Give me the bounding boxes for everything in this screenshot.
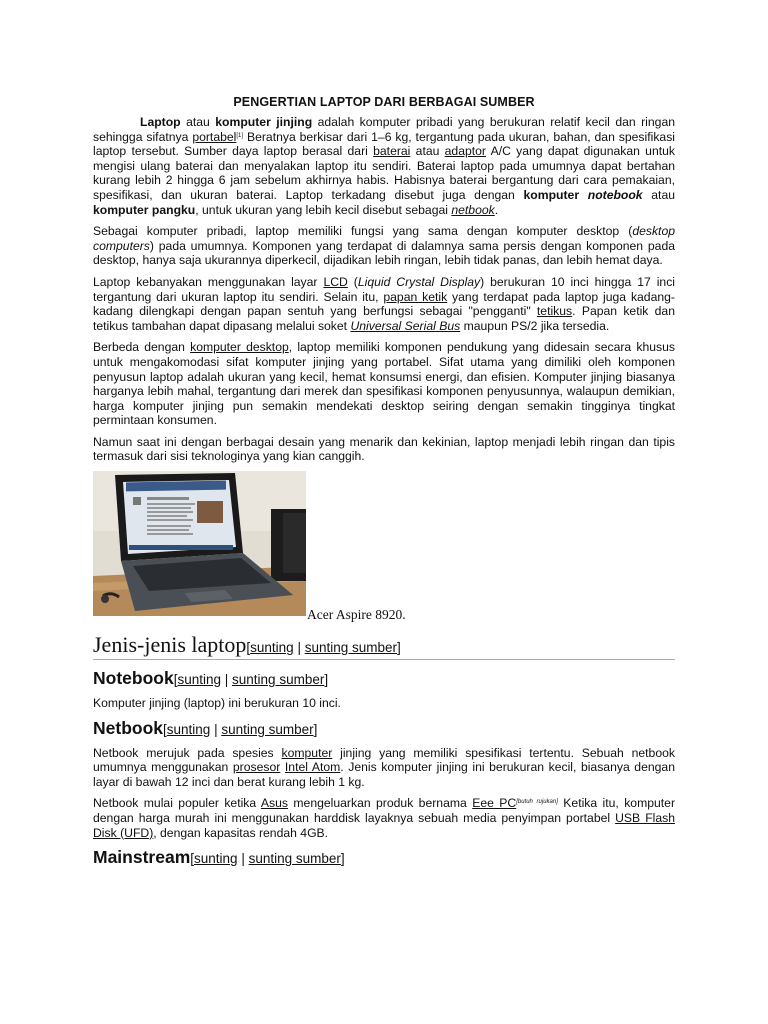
edit-link-jenis[interactable]: sunting (250, 640, 294, 656)
document-page (93, 92, 675, 875)
link-usb-flash-disk[interactable]: USB Flash Disk (UFD) (93, 811, 675, 840)
edit-link-netbook[interactable]: sunting (166, 721, 211, 737)
link-usb[interactable]: Universal Serial Bus (350, 318, 461, 333)
paragraph-notebook: Komputer jinjing (laptop) ini berukuran 10 inci. (93, 696, 341, 711)
edit-source-link-notebook[interactable]: sunting sumber (232, 672, 325, 688)
term-notebook: notebook (587, 187, 643, 202)
document-title: PENGERTIAN LAPTOP DARI BERBAGAI SUMBER (233, 95, 535, 109)
laptop-photo[interactable] (93, 471, 306, 616)
paragraph-netbook-2: Netbook mulai populer ketika Asus mengeluarkan produk bernama Eee PC[butuh rujukan] Ketika itu, komputer dengan harga murah ini menggunakan harddisk layaknya sebuah media penyimpan portabel USB Flash Disk (UFD), dengan kapasitas rendah 4GB. (93, 796, 676, 840)
link-lcd[interactable]: LCD (323, 274, 348, 289)
link-baterai[interactable]: baterai (373, 144, 411, 159)
term-komputer-jinjing: komputer jinjing (215, 115, 313, 129)
link-papan-ketik[interactable]: papan ketik (383, 289, 448, 304)
paragraph-layar: Laptop kebanyakan menggunakan layar LCD (Liquid Crystal Display) berukuran 10 inci hingga 17 inci tergantung dari ukuran laptop itu sendiri. Selain itu, papan ketik yang terdapat pada laptop juga kadang-kadang dilengkapi dengan papan sentuh yang berfungsi sebagai "pengganti" tetikus. Papan ketik dan tetikus tambahan dapat dipasang melalui soket Universal Serial Bus maupun PS/2 jika tersedia. (93, 274, 675, 333)
citation-needed[interactable]: [butuh rujukan] (516, 799, 558, 806)
citation-1[interactable]: [1] (236, 132, 244, 139)
link-asus[interactable]: Asus (260, 796, 289, 811)
link-netbook[interactable]: netbook (451, 202, 495, 217)
link-prosesor[interactable]: prosesor (232, 760, 281, 775)
link-intel-atom[interactable]: Intel Atom (284, 760, 341, 775)
paragraph-desain: Namun saat ini dengan berbagai desain yang menarik dan kekinian, laptop menjadi lebih ringan dan tipis termasuk dari sisi teknologinya yang kian canggih. (93, 434, 675, 464)
term-laptop: Laptop (140, 115, 181, 129)
link-eee-pc[interactable]: Eee PC (472, 796, 517, 811)
paragraph-intro: Laptop atau komputer jinjing adalah komputer pribadi yang berukuran relatif kecil dan ringan sehingga sifatnya portabel[1] Beratnya berkisar dari 1–6 kg, tergantung pada ukuran, bahan, dan spesifikasi laptop tersebut. Sumber daya laptop berasal dari baterai atau adaptor A/C yang dapat digunakan untuk mengisi ulang baterai dan menyalakan laptop itu sendiri. Baterai laptop pada umumnya dapat bertahan kurang lebih 2 hingga 6 jam sebelum akhirnya habis. Habisnya baterai bergantung dari cara pemakaian, spesifikasi, dan ukuran baterai. Laptop terkadang disebut juga dengan komputer notebook atau komputer pangku, untuk ukuran yang lebih kecil disebut sebagai netbook. (93, 115, 676, 217)
figure-caption: Acer Aspire 8920. (307, 607, 406, 623)
link-adaptor[interactable]: adaptor (444, 144, 486, 159)
figure (93, 471, 675, 623)
paragraph-netbook-1: Netbook merujuk pada spesies komputer jinjing yang memiliki spesifikasi tertentu. Sebuah netbook umumnya menggunakan prosesor Intel Atom. Jenis komputer jinjing ini berukuran kecil, biasanya dengan layar di bawah 12 inci dan berat kurang lebih 1 kg. (93, 745, 675, 789)
edit-link-notebook[interactable]: sunting (177, 672, 222, 688)
paragraph-fungsi: Sebagai komputer pribadi, laptop memiliki fungsi yang sama dengan komputer desktop (desktop computers) pada umumnya. Komponen yang terdapat di dalamnya sama persis dengan komponen pada desktop, hanya saja ukurannya diperkecil, dijadikan lebih ringan, lebih tidak panas, dan lebih hemat daya. (93, 224, 675, 268)
edit-source-link-netbook[interactable]: sunting sumber (221, 721, 314, 737)
link-komputer[interactable]: komputer (281, 745, 333, 760)
edit-link-mainstream[interactable]: sunting (194, 851, 238, 867)
link-portabel[interactable]: portabel (192, 129, 237, 144)
edit-source-link-jenis[interactable]: sunting sumber (304, 640, 398, 656)
heading-notebook: Notebook[sunting | sunting sumber] (93, 668, 329, 689)
heading-netbook: Netbook[sunting | sunting sumber] (93, 717, 318, 738)
heading-jenis-jenis-laptop: Jenis-jenis laptop[sunting | sunting sumber] (93, 632, 675, 660)
heading-mainstream: Mainstream[sunting | sunting sumber] (93, 847, 345, 868)
paragraph-komponen: Berbeda dengan komputer desktop, laptop memiliki komponen pendukung yang didesain secara khusus untuk mengakomodasi sifat komputer jinjing yang portabel. Sifat utama yang dimiliki oleh komponen penyusun laptop adalah ukuran yang kecil, hemat konsumsi energi, dan efisien. Komputer jinjing biasanya harganya lebih mahal, tergantung dari merek dan spesifikasi komponen penyusunnya, walaupun demikian, harga komputer jinjing pun semakin mendekati desktop seiring dengan semakin tingginya tingkat permintaan konsumen. (93, 340, 675, 428)
link-komputer-desktop[interactable]: komputer desktop (190, 340, 289, 355)
link-tetikus[interactable]: tetikus (536, 304, 573, 319)
term-komputer-pangku: komputer pangku (93, 202, 196, 217)
edit-source-link-mainstream[interactable]: sunting sumber (248, 851, 341, 867)
